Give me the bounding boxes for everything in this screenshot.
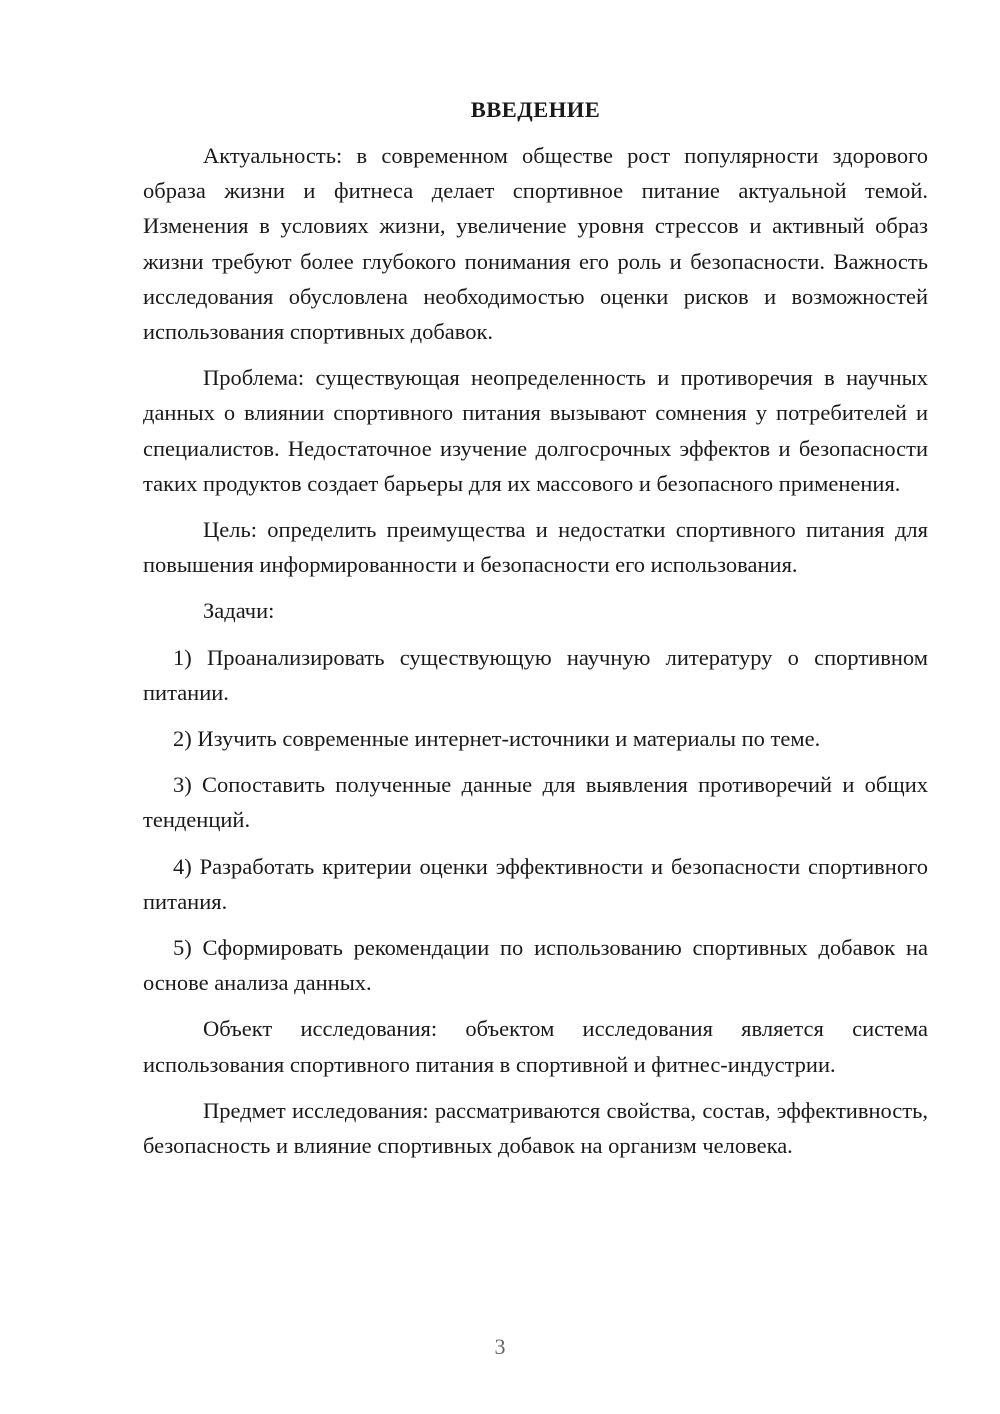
document-page [143, 96, 928, 1174]
paragraph-problem: Проблема: существующая неопределенность и противоречия в научных данных о влиянии спортивного питания вызывают сомнения у потребителей и специалистов. Недостаточное изучение долгосрочных эффектов и безопасности таких продуктов создает барьеры для их массового и безопасного применения. [143, 365, 928, 496]
paragraph-object: Объект исследования: объектом исследования является система использования спортивного питания в спортивной и фитнес-индустрии. [143, 1016, 928, 1077]
page-number: 3 [494, 1334, 506, 1359]
paragraph-relevance: Актуальность: в современном обществе рост популярности здорового образа жизни и фитнеса делает спортивное питание актуальной темой. Изменения в условиях жизни, увеличение уровня стрессов и активный образ жизни требуют более глубокого понимания его роль и безопасности. Важность исследования обусловлена необходимостью оценки рисков и возможностей использования спортивных добавок. [143, 143, 928, 345]
task-item-1: 1) Проанализировать существующую научную литературу о спортивном питании. [143, 644, 928, 705]
task-item-3: 3) Сопоставить полученные данные для выявления противоречий и общих тенденций. [143, 772, 928, 833]
task-item-2: 2) Изучить современные интернет-источники и материалы по теме. [173, 726, 821, 752]
paragraph-goal: Цель: определить преимущества и недостатки спортивного питания для повышения информированности и безопасности его использования. [143, 517, 928, 578]
task-item-5: 5) Сформировать рекомендации по использованию спортивных добавок на основе анализа данных. [143, 935, 928, 996]
section-title: ВВЕДЕНИЕ [470, 97, 601, 122]
paragraph-subject: Предмет исследования: рассматриваются свойства, состав, эффективность, безопасность и влияние спортивных добавок на организм человека. [143, 1097, 928, 1159]
paragraph-tasks-heading: Задачи: [203, 598, 275, 624]
task-item-4: 4) Разработать критерии оценки эффективности и безопасности спортивного питания. [143, 853, 928, 914]
